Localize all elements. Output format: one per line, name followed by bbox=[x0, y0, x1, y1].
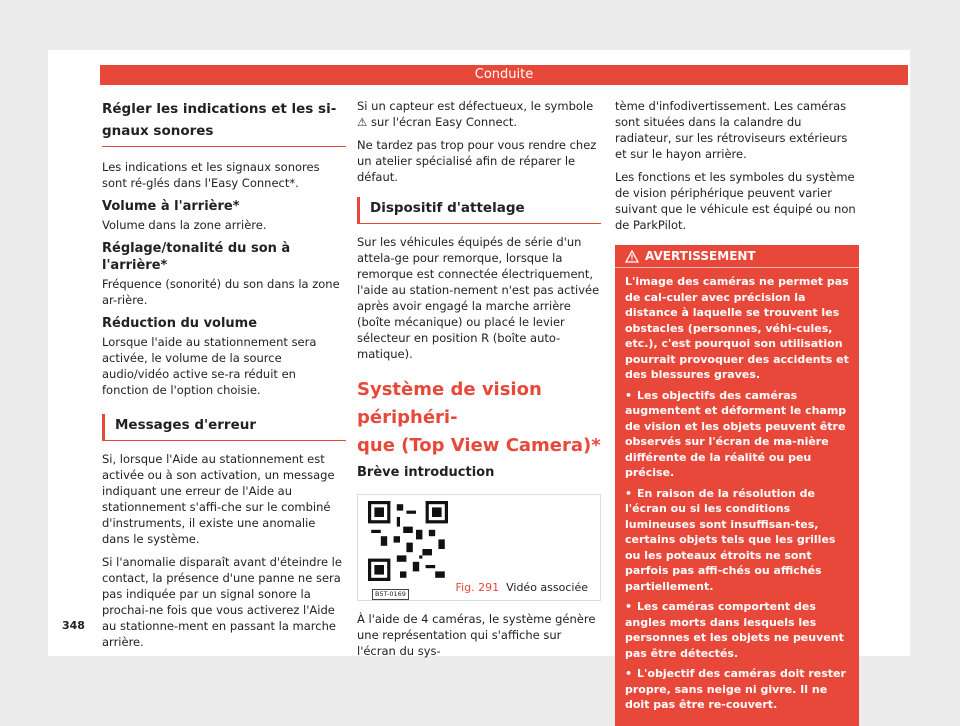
errors-p2: Si l'anomalie disparaît avant d'éteindre le contact, la présence d'une panne ne sera pas indiquée par un signal sonore la prochai-ne fois que vous activerez l'Aide au stationne-ment en passant la marche arrière. bbox=[102, 555, 342, 649]
cameras-location-text: tème d'infodivertissement. Les caméras sont situées dans la calandre du radiateur, sur les rétroviseurs extérieurs et sur le hayon arrière. bbox=[615, 99, 848, 161]
manual-page bbox=[48, 50, 910, 711]
item-title-volume: Volume à l'arrière* bbox=[102, 199, 240, 214]
errors-p1: Si, lorsque l'Aide au stationnement est activée ou à son activation, un message indiquant une erreur de l'Aide au stationnement s'affi-che sur le combiné d'instruments, il existe une anomalie dans le système. bbox=[102, 452, 335, 546]
cameras-text: À l'aide de 4 caméras, le système génère une représentation qui s'affiche sur l'écran du sys- bbox=[357, 612, 596, 658]
warning-header: AVERTISSEMENT bbox=[615, 245, 859, 268]
hitch-text: Sur les véhicules équipés de série d'un attela-ge pour remorque, lorsque la remorque est connectée électriquement, l'aide au station-nement n'est pas activée après avoir engagé la marche arrière (boîte mécanique) ou placé le levier sélecteur en position R (boîte auto-matique). bbox=[357, 235, 600, 361]
warning-bullet: • En raison de la résolution de l'écran ou si les conditions lumineuses sont insuffisan-tes, certains objets tels que les grilles ou les poteaux étroits ne sont parfois pas affi-chés ou affichés partiellement. bbox=[625, 486, 849, 595]
chapter-heading-top-view: Système de vision périphéri- que (Top View Camera)* bbox=[357, 379, 601, 456]
item-title-reduction: Réduction du volume bbox=[102, 316, 258, 331]
item-title-tone: Réglage/tonalité du son à l'arrière* bbox=[102, 241, 291, 273]
warning-triangle-icon bbox=[625, 250, 639, 263]
chapter-header: Conduite bbox=[100, 65, 908, 85]
warning-bullet: • L'objectif des caméras doit rester propre, sans neige ni givre. Il ne doit pas être re-couvert. bbox=[625, 666, 849, 713]
sensor-text: Si un capteur est défectueux, le symbole ⚠ sur l'écran Easy Connect. bbox=[357, 99, 594, 129]
column-2 bbox=[357, 98, 601, 666]
warning-main-text: L'image des caméras ne permet pas de cal-culer avec précision la distance à laquelle se trouvent les obstacles (personnes, véhi-cules, etc.), c'est pourquoi son utilisation pourrait provoquer des accidents et des blessures graves. bbox=[625, 275, 849, 381]
item-text-volume: Volume dans la zone arrière. bbox=[102, 218, 267, 232]
warning-bullet: • Les objectifs des caméras augmentent et déforment le champ de vision et les objets peuvent être observés sur l'écran de ma-nière différente de la réalité ou peu précise. bbox=[625, 388, 849, 481]
column-1 bbox=[102, 98, 346, 657]
item-text-reduction: Lorsque l'aide au stationnement sera activée, le volume de la source audio/vidéo active se-ra réduit en fonction de l'option choisie. bbox=[102, 335, 317, 397]
figure-caption: Fig. 291 Vidéo associée bbox=[455, 581, 588, 594]
warning-bullet: • Les caméras comportent des angles morts dans lesquels les personnes et les objets ne peuvent pas être détectés. bbox=[625, 599, 849, 661]
figure-qr-video[interactable] bbox=[357, 494, 601, 601]
subheading-intro: Brève introduction bbox=[357, 465, 495, 480]
section-heading-hitch: Dispositif d'attelage bbox=[357, 197, 601, 224]
section-heading-indications: Régler les indications et les si- gnaux sonores bbox=[102, 98, 346, 147]
workshop-text: Ne tardez pas trop pour vous rendre chez un atelier spécialisé afin de réparer le défaut. bbox=[357, 138, 597, 184]
page-number: 348 bbox=[62, 619, 85, 632]
warning-box bbox=[615, 245, 859, 726]
item-text-tone: Fréquence (sonorité) du son dans la zone ar-rière. bbox=[102, 277, 340, 307]
qr-code-icon[interactable] bbox=[368, 501, 448, 581]
section-heading-errors: Messages d'erreur bbox=[102, 414, 346, 441]
intro-text: Les indications et les signaux sonores sont ré-glés dans l'Easy Connect*. bbox=[102, 160, 320, 190]
functions-text: Les fonctions et les symboles du système de vision périphérique peuvent varier suivant que le véhicule est équipé ou non de ParkPilot. bbox=[615, 170, 856, 232]
column-3 bbox=[615, 98, 859, 726]
figure-code: B5T-0169 bbox=[372, 589, 409, 600]
